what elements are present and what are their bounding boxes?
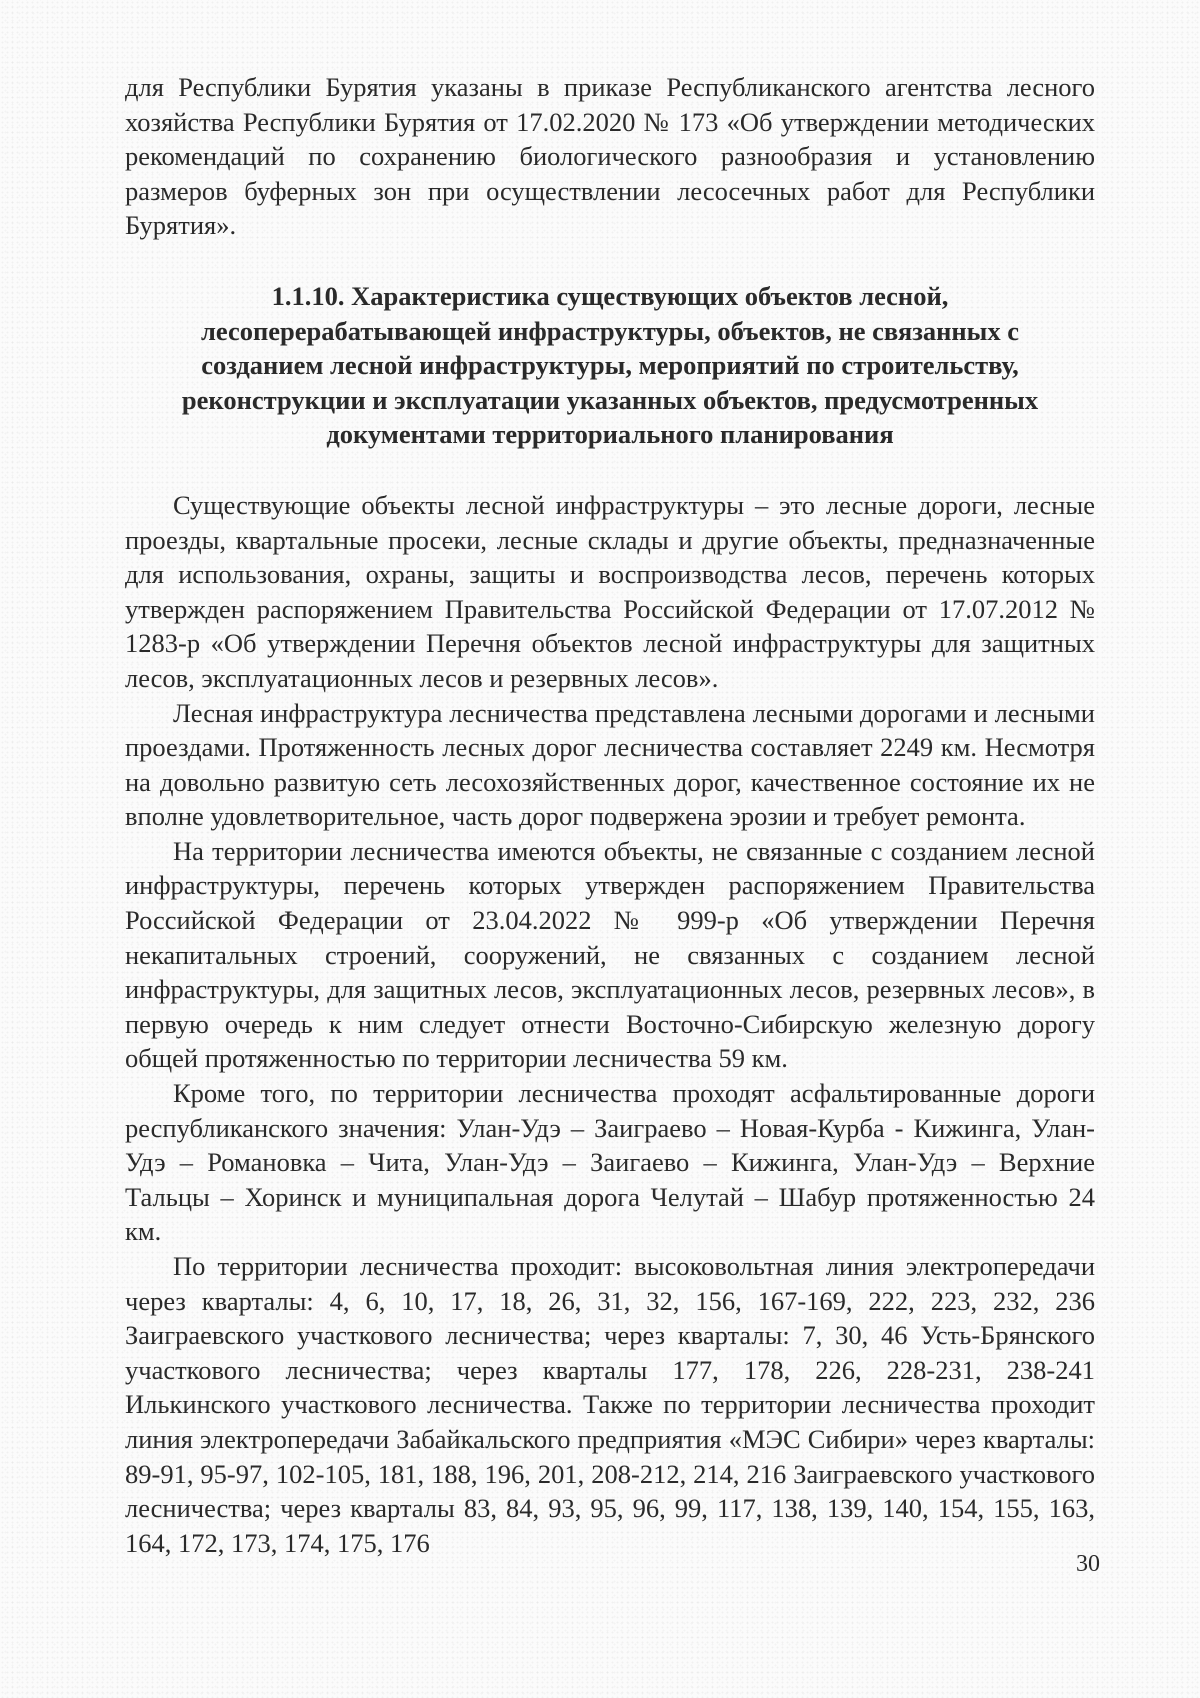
section-heading-line: реконструкции и эксплуатации указанных объектов, предусмотренных (181, 384, 1039, 415)
page-number: 30 (1076, 1551, 1100, 1577)
page-content (125, 70, 1095, 1560)
section-heading-line: лесоперерабатывающей инфраструктуры, объектов, не связанных с (201, 315, 1019, 346)
body-paragraph-non-infrastructure-objects: На территории лесничества имеются объекты, не связанные с созданием лесной инфраструктуры, перечень которых утвержден распоряжением Правительства Российской Федерации от 23.04.2022 № 999-р «Об утверждении Перечня некапитальных строений, сооружений, не связанных с созданием лесной инфраструктуры, для защитных лесов, эксплуатационных лесов, резервных лесов», в первую очередь к ним следует отнести Восточно-Сибирскую железную дорогу общей протяженностью по территории лесничества 59 км. (125, 835, 1095, 1074)
section-heading-line: созданием лесной инфраструктуры, мероприятий по строительству, (201, 350, 1019, 381)
body-paragraph-infrastructure: Существующие объекты лесной инфраструктуры – это лесные дороги, лесные проезды, квартальные просеки, лесные склады и другие объекты, предназначенные для использования, охраны, защиты и воспроизводства лесов, перечень которых утвержден распоряжением Правительства Российской Федерации от 17.07.2012 № 1283-р «Об утверждении Перечня объектов лесной инфраструктуры для защитных лесов, эксплуатационных лесов и резервных лесов». (125, 489, 1095, 693)
intro-paragraph: для Республики Бурятия указаны в приказе Республиканского агентства лесного хозяйства Республики Бурятия от 17.02.2020 № 173 «Об утверждении методических рекомендаций по сохранению биологического разнообразия и установлению размеров буферных зон при осуществлении лесосечных работ для Республики Бурятия». (125, 72, 1095, 241)
section-heading-line: 1.1.10. Характеристика существующих объектов лесной, (271, 280, 949, 311)
body-paragraph-power-lines: По территории лесничества проходит: высоковольтная линия электропередачи через кварталы: 4, 6, 10, 17, 18, 26, 31, 32, 156, 167-169, 222, 223, 232, 236 Заиграевского участкового лесничества; через кварталы: 7, 30, 46 Усть-Брянского участкового лесничества; через кварталы 177, 178, 226, 228-231, 238-241 Илькинского участкового лесничества. Также по территории лесничества проходит линия электропередачи Забайкальского предприятия «МЭС Сибири» через кварталы: 89-91, 95-97, 102-105, 181, 188, 196, 201, 208-212, 214, 216 Заиграевского участкового лесничества; через кварталы 83, 84, 93, 95, 96, 99, 117, 138, 139, 140, 154, 155, 163, 164, 172, 173, 174, 175, 176 (125, 1251, 1095, 1558)
body-paragraph-forest-roads: Лесная инфраструктура лесничества представлена лесными дорогами и лесными проездами. Протяженность лесных дорог лесничества составляет 2249 км. Несмотря на довольно развитую сеть лесохозяйственных дорог, качественное состояние их не вполне удовлетворительное, часть дорог подвержена эрозии и требует ремонта. (125, 697, 1095, 832)
body-paragraph-asphalt-roads: Кроме того, по территории лесничества проходят асфальтированные дороги республиканского значения: Улан-Удэ – Заиграево – Новая-Курба - Кижинга, Улан-Удэ – Романовка – Чита, Улан-Удэ – Заигаево – Кижинга, Улан-Удэ – Верхние Тальцы – Хоринск и муниципальная дорога Челутай – Шабур протяженностью 24 км. (125, 1078, 1095, 1247)
section-heading-line: документами территориального планирования (326, 419, 894, 450)
section-heading (125, 279, 1095, 452)
